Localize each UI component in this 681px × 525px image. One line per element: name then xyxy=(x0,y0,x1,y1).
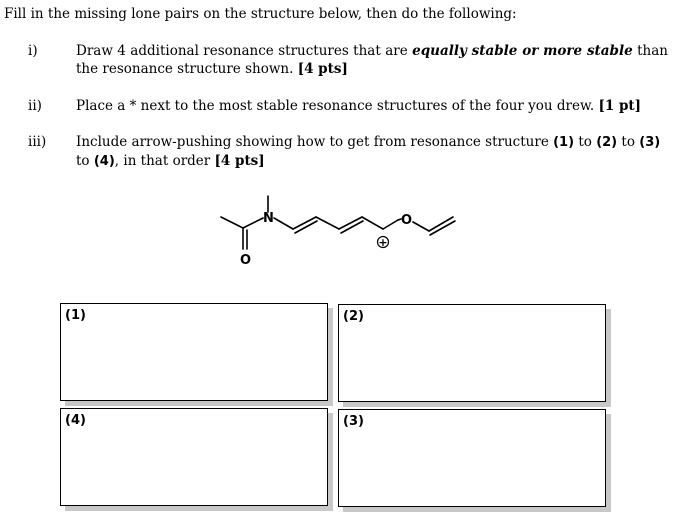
positive-charge: + xyxy=(378,236,388,249)
ether-oxygen-atom: O xyxy=(401,213,413,228)
answer-box-1[interactable] xyxy=(60,303,328,401)
answer-box-4[interactable] xyxy=(60,408,328,506)
points-label: [1 pt] xyxy=(598,98,642,114)
item-text-part: to xyxy=(617,134,640,150)
box-label: (1) xyxy=(65,308,86,323)
item-number: ii) xyxy=(28,98,42,114)
item-text xyxy=(76,133,668,171)
box-label: (3) xyxy=(343,414,364,429)
carbonyl-oxygen-atom: O xyxy=(240,253,252,268)
points-label: [4 pts] xyxy=(214,153,265,169)
item-text-part: , in that order xyxy=(114,153,215,169)
item-text-part: Include arrow-pushing showing how to get from resonance structure xyxy=(76,134,554,150)
item-text-part: to xyxy=(76,153,94,169)
item-number: iii) xyxy=(28,134,47,150)
answer-box-3[interactable] xyxy=(338,409,606,507)
box-label: (2) xyxy=(343,309,364,324)
box-label: (4) xyxy=(65,413,86,428)
molecule-structure xyxy=(215,185,475,270)
instructions-intro: Fill in the missing lone pairs on the structure below, then do the following: xyxy=(4,6,517,22)
points-label: [4 pts] xyxy=(297,61,348,77)
item-text-part: than the resonance structure shown. xyxy=(76,43,668,77)
nitrogen-atom: N xyxy=(263,211,274,226)
structure-ref-3: (3) xyxy=(639,135,661,150)
answer-box-2[interactable] xyxy=(338,304,606,402)
item-emphasis: equally stable or more stable xyxy=(412,43,633,59)
item-text-part: Draw 4 additional resonance structures that are xyxy=(76,43,413,59)
structure-ref-1: (1) xyxy=(553,135,575,150)
structure-ref-2: (2) xyxy=(596,135,618,150)
item-text xyxy=(76,42,668,78)
item-text-part: Place a * next to the most stable resonance structures of the four you drew. xyxy=(76,98,599,114)
item-text xyxy=(76,97,668,115)
structure-ref-4: (4) xyxy=(93,154,115,169)
item-number: i) xyxy=(28,43,38,59)
item-text-part: to xyxy=(574,134,597,150)
